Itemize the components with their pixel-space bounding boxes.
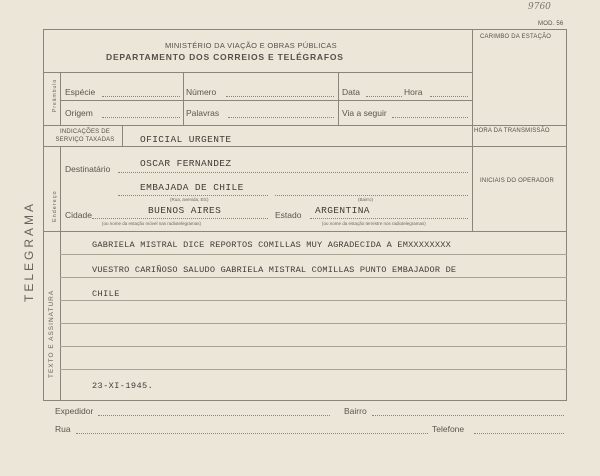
- street-label: Rua: [55, 424, 71, 434]
- address-section-label: Endereço: [52, 190, 58, 222]
- transmission-time-label: HORA DA TRANSMISSÃO: [474, 128, 550, 134]
- message-line-1: GABRIELA MISTRAL DICE REPORTOS COMILLAS MUY AGRADECIDA A EMXXXXXXXX: [92, 240, 451, 250]
- state-label: Estado: [275, 210, 302, 220]
- palavras-label: Palavras: [186, 108, 220, 118]
- sender-label: Expedidor: [55, 406, 94, 416]
- ministry-title: MINISTÉRIO DA VIAÇÃO E OBRAS PÚBLICAS: [165, 41, 337, 50]
- especie-label: Espécie: [65, 87, 96, 97]
- district-hint: (Bairro): [358, 197, 374, 202]
- via-label: Via a seguir: [342, 108, 387, 118]
- numero-label: Número: [186, 87, 217, 97]
- telegram-vertical-title: TELEGRAMA: [22, 200, 36, 302]
- recipient-value: OSCAR FERNANDEZ: [140, 158, 232, 169]
- message-date: 23-XI-1945.: [92, 381, 154, 391]
- text-signature-label: TEXTO E ASSINATURA: [48, 289, 55, 378]
- district-label: Bairro: [344, 406, 367, 416]
- city-label: Cidade: [65, 210, 92, 220]
- recipient-label: Destinatário: [65, 164, 111, 174]
- message-line-2: VUESTRO CARIÑOSO SALUDO GABRIELA MISTRAL COMILLAS PUNTO EMBAJADOR DE: [92, 265, 457, 275]
- service-label: INDICAÇÕES DE SERVIÇO TAXADAS: [55, 129, 115, 143]
- street-hint: (Rua, avenida, Etc): [170, 197, 209, 202]
- operator-initials-label: INICIAIS DO OPERADOR: [480, 178, 555, 184]
- model-code: MOD. 56: [538, 21, 564, 27]
- department-title: DEPARTAMENTO DOS CORREIOS E TELÉGRAFOS: [106, 52, 344, 62]
- hora-label: Hora: [404, 87, 423, 97]
- origem-label: Origem: [65, 108, 93, 118]
- city-value: BUENOS AIRES: [148, 205, 222, 216]
- station-stamp-label: CARIMBO DA ESTAÇÃO: [480, 34, 552, 40]
- state-value: ARGENTINA: [315, 205, 370, 216]
- preamble-section-label: Preâmbulo: [52, 78, 58, 112]
- phone-label: Telefone: [432, 424, 465, 434]
- street-value: EMBAJADA DE CHILE: [140, 182, 244, 193]
- city-hint: (ou nome da estação móvel nas radiotelegramas): [102, 221, 202, 226]
- handwritten-number: 9760: [528, 2, 551, 12]
- state-hint: (ou nome da estação terrestre nos radiotelegramas): [322, 221, 426, 226]
- data-label: Data: [342, 87, 360, 97]
- service-value: OFICIAL URGENTE: [140, 134, 232, 145]
- message-line-3: CHILE: [92, 289, 120, 299]
